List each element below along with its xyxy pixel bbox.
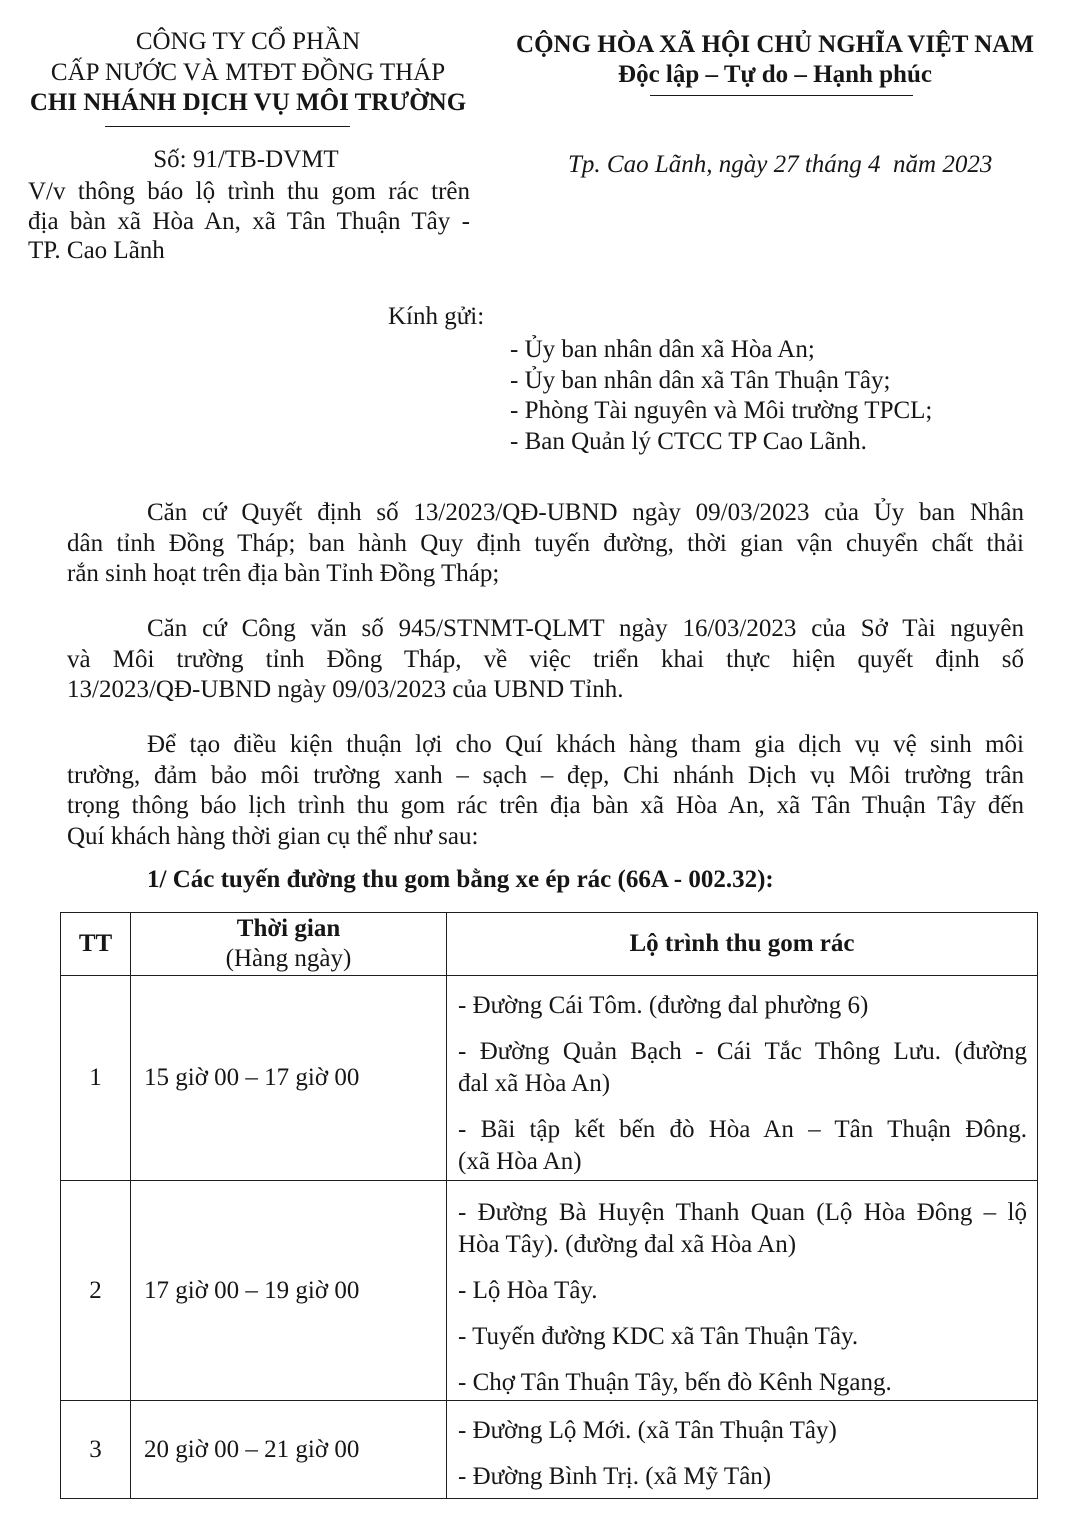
- route-line: - Đường Bà Huyện Thanh Quan (Lộ Hòa Đông – lộ: [458, 1199, 1027, 1226]
- header-index: TT: [61, 913, 131, 976]
- table-row: [61, 1401, 1038, 1499]
- motto-underline: [650, 95, 913, 96]
- recipient-item: - Ủy ban nhân dân xã Hòa An;: [510, 336, 815, 363]
- route-line: - Chợ Tân Thuận Tây, bến đò Kênh Ngang.: [458, 1369, 892, 1396]
- row-routes: [447, 976, 1038, 1181]
- table-row: [61, 1181, 1038, 1401]
- route-line: - Tuyến đường KDC xã Tân Thuận Tây.: [458, 1323, 859, 1350]
- paragraph-line: Để tạo điều kiện thuận lợi cho Quí khách hàng tham gia dịch vụ vệ sinh môi: [147, 731, 1024, 758]
- company-name-line-2: CẤP NƯỚC VÀ MTĐT ĐỒNG THÁP: [50, 58, 446, 86]
- route-item: [458, 1415, 1027, 1447]
- row-routes: [447, 1401, 1038, 1499]
- route-line: - Đường Bình Trị. (xã Mỹ Tân): [458, 1463, 772, 1490]
- paragraph-announcement: [67, 730, 1024, 852]
- route-item: [458, 1036, 1027, 1100]
- subject-line: địa bàn xã Hòa An, xã Tân Thuận Tây -: [28, 207, 470, 235]
- recipients-list: [510, 335, 932, 457]
- paragraph-line: trường, đảm bảo môi trường xanh – sạch – đẹp, Chi nhánh Dịch vụ Môi trường trân: [67, 761, 1024, 789]
- route-item: [458, 1197, 1027, 1261]
- route-item: [458, 1275, 1027, 1307]
- row-routes: [447, 1181, 1038, 1401]
- row-time: 15 giờ 00 – 17 giờ 00: [131, 976, 447, 1181]
- document-number: Số: 91/TB-DVMT: [153, 146, 339, 173]
- recipient-item: - Ủy ban nhân dân xã Tân Thuận Tây;: [510, 366, 891, 394]
- row-time: 20 giờ 00 – 21 giờ 00: [131, 1401, 447, 1499]
- row-time: 17 giờ 00 – 19 giờ 00: [131, 1181, 447, 1401]
- section-heading: 1/ Các tuyến đường thu gom bằng xe ép rác (66A - 002.32):: [147, 866, 774, 893]
- national-header-block: [505, 30, 1045, 90]
- row-index: 3: [61, 1401, 131, 1499]
- row-index: 2: [61, 1181, 131, 1401]
- paragraph-legal-basis-decision: [67, 498, 1024, 590]
- nation-title: CỘNG HÒA XÃ HỘI CHỦ NGHĨA VIỆT NAM: [516, 31, 1034, 58]
- route-item: [458, 990, 1027, 1022]
- route-item: [458, 1461, 1027, 1493]
- issuer-underline: [105, 126, 350, 127]
- paragraph-line: 13/2023/QĐ-UBND ngày 09/03/2023 của UBND Tỉnh.: [67, 676, 624, 703]
- row-index: 1: [61, 976, 131, 1181]
- national-motto: Độc lập – Tự do – Hạnh phúc: [618, 61, 932, 88]
- header-time: [131, 913, 447, 976]
- header-route: Lộ trình thu gom rác: [447, 913, 1038, 976]
- route-line: Hòa Tây). (đường đal xã Hòa An): [458, 1231, 797, 1258]
- header-time-label: Thời gian: [236, 915, 341, 942]
- route-line: - Bãi tập kết bến đò Hòa An – Tân Thuận Đông.: [458, 1116, 1027, 1143]
- table-header-row: [61, 913, 1038, 976]
- route-line: (xã Hòa An): [458, 1148, 582, 1175]
- route-item: [458, 1321, 1027, 1353]
- paragraph-line: Quí khách hàng thời gian cụ thể như sau:: [67, 822, 479, 850]
- issuer-block: [0, 27, 496, 119]
- table-row: [61, 976, 1038, 1181]
- branch-name: CHI NHÁNH DỊCH VỤ MÔI TRƯỜNG: [29, 89, 467, 116]
- route-line: đal xã Hòa An): [458, 1070, 611, 1097]
- company-name-line-1: CÔNG TY CỔ PHẦN: [135, 28, 361, 55]
- place-and-date: Tp. Cao Lãnh, ngày 27 tháng 4 năm 2023: [568, 151, 993, 178]
- paragraph-line: trọng thông báo lịch trình thu gom rác trên địa bàn xã Hòa An, xã Tân Thuận Tây đến: [67, 792, 1024, 819]
- collection-schedule-table: [60, 912, 1038, 1499]
- route-item: [458, 1367, 1027, 1399]
- paragraph-line: và Môi trường tỉnh Đồng Tháp, về việc triển khai thực hiện quyết định số: [67, 645, 1024, 673]
- document-subject: [28, 177, 470, 266]
- paragraph-legal-basis-dispatch: [67, 614, 1024, 706]
- subject-line: V/v thông báo lộ trình thu gom rác trên: [28, 178, 470, 205]
- route-line: - Đường Lộ Mới. (xã Tân Thuận Tây): [458, 1417, 837, 1444]
- paragraph-line: dân tỉnh Đồng Tháp; ban hành Quy định tuyến đường, thời gian vận chuyển chất thải: [67, 529, 1024, 557]
- route-line: - Đường Cái Tôm. (đường đal phường 6): [458, 992, 869, 1019]
- subject-line: TP. Cao Lãnh: [28, 237, 165, 264]
- paragraph-line: Căn cứ Quyết định số 13/2023/QĐ-UBND ngày 09/03/2023 của Ủy ban Nhân: [147, 499, 1024, 526]
- route-line: - Lộ Hòa Tây.: [458, 1277, 598, 1304]
- paragraph-line: Căn cứ Công văn số 945/STNMT-QLMT ngày 16/03/2023 của Sở Tài nguyên: [147, 615, 1024, 642]
- recipients-label: Kính gửi:: [388, 303, 485, 330]
- header-time-note: (Hàng ngày): [225, 945, 352, 972]
- route-item: [458, 1114, 1027, 1178]
- recipient-item: - Phòng Tài nguyên và Môi trường TPCL;: [510, 397, 933, 424]
- paragraph-line: rắn sinh hoạt trên địa bàn Tỉnh Đồng Tháp;: [67, 560, 500, 587]
- route-line: - Đường Quản Bạch - Cái Tắc Thông Lưu. (đường: [458, 1038, 1027, 1065]
- recipient-item: - Ban Quản lý CTCC TP Cao Lãnh.: [510, 427, 867, 455]
